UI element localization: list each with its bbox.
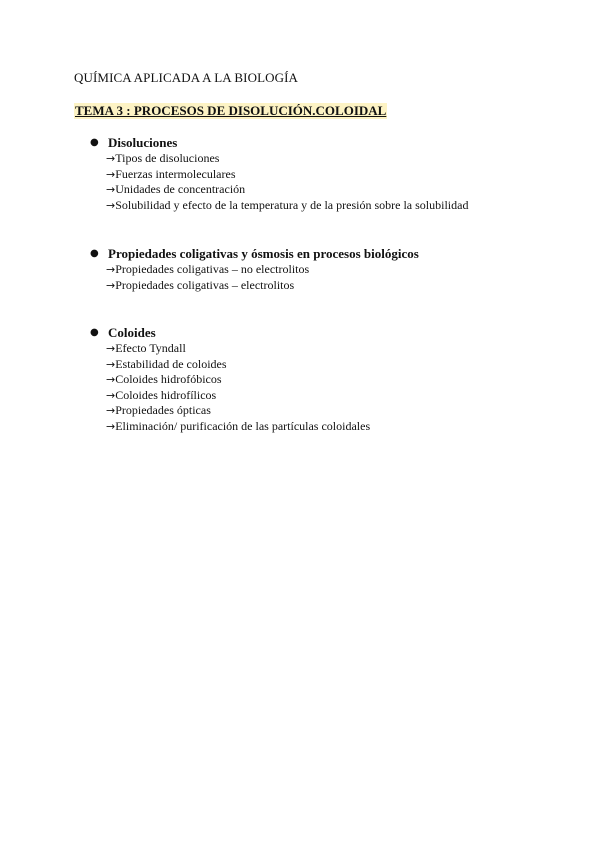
section-heading: Disoluciones	[108, 135, 178, 150]
arrow-icon: →	[106, 263, 116, 276]
arrow-icon: →	[106, 198, 116, 212]
list-item-text: Estabilidad de coloides	[115, 356, 227, 371]
subitem-list	[106, 151, 468, 213]
course-title: QUÍMICA APLICADA A LA BIOLOGÍA	[74, 70, 299, 85]
arrow-icon: →	[106, 357, 116, 371]
list-item-text: Tipos de disoluciones	[115, 151, 220, 165]
list-item-text: Unidades de concentración	[115, 182, 246, 196]
topic-title: TEMA 3 : PROCESOS DE DISOLUCIÓN.COLOIDAL	[75, 103, 387, 118]
arrow-icon: →	[106, 183, 116, 196]
list-item-text: Eliminación/ purificación de las partículas coloidales	[115, 418, 371, 433]
list-item-text: Fuerzas intermoleculares	[115, 166, 236, 181]
list-item	[106, 198, 468, 214]
bullet-icon: ●	[90, 327, 99, 338]
section-heading: Coloides	[108, 325, 156, 340]
arrow-icon: →	[106, 167, 116, 181]
list-item-text: Coloides hidrofóbicos	[115, 372, 222, 386]
arrow-icon: →	[106, 152, 116, 165]
arrow-icon: →	[106, 404, 116, 417]
list-item	[106, 278, 309, 294]
list-item	[106, 151, 468, 167]
list-item-text: Coloides hidrofílicos	[115, 387, 217, 402]
arrow-icon: →	[106, 342, 116, 355]
list-item	[106, 419, 370, 435]
bullet-icon: ●	[90, 137, 99, 148]
list-item-text: Solubilidad y efecto de la temperatura y de la presión sobre la solubilidad	[115, 197, 469, 212]
bullet-icon: ●	[90, 248, 99, 259]
list-item	[106, 388, 370, 404]
list-item-text: Propiedades ópticas	[115, 403, 211, 417]
arrow-icon: →	[106, 373, 116, 386]
list-item-text: Propiedades coligativas – no electrolitos	[115, 262, 310, 276]
list-item	[106, 403, 370, 419]
list-item	[106, 167, 468, 183]
list-item	[106, 372, 370, 388]
list-item-text: Efecto Tyndall	[115, 341, 186, 355]
list-item	[106, 341, 370, 357]
list-item	[106, 182, 468, 198]
list-item	[106, 262, 309, 278]
list-item	[106, 357, 370, 373]
subitem-list	[106, 262, 309, 293]
subitem-list	[106, 341, 370, 434]
arrow-icon: →	[106, 278, 116, 292]
arrow-icon: →	[106, 419, 116, 433]
list-item-text: Propiedades coligativas – electrolitos	[115, 277, 295, 292]
section-heading: Propiedades coligativas y ósmosis en procesos biológicos	[108, 246, 419, 261]
arrow-icon: →	[106, 388, 116, 402]
